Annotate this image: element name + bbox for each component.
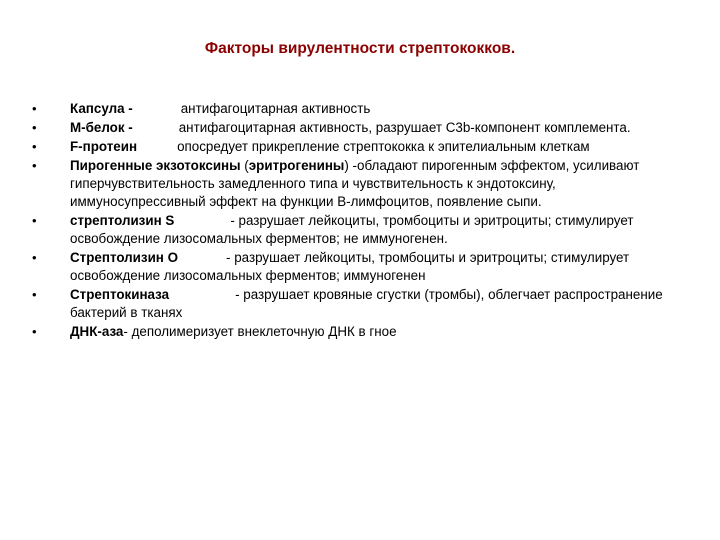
- bullet-icon: •: [32, 139, 37, 154]
- factor-description: - разрушает кровяные сгустки (тромбы), облегчает распространение бактерий в тканях: [70, 287, 663, 320]
- factor-description: ) -обладают пирогенным эффектом, усиливают гиперчувствительность замедленного типа и чувствительность к эндотоксину, иммуносупрессивный эффект на функции В-лимфоцитов, появление сыпи.: [70, 158, 640, 209]
- factor-term: Стрептокиназа: [70, 287, 170, 302]
- factor-description: опосредует прикрепление стрептококка к эпителиальным клеткам: [177, 139, 590, 154]
- bullet-icon: •: [32, 213, 37, 228]
- factor-term: ДНК-аза: [70, 324, 124, 339]
- list-item-dnase: [32, 323, 692, 341]
- list-item-m-protein: [32, 119, 692, 137]
- factor-description: - деполимеризует внеклеточную ДНК в гное: [123, 324, 397, 339]
- bullet-icon: •: [32, 120, 37, 135]
- list-item-pyrogenic-exotoxins: [32, 157, 692, 211]
- factor-description: антифагоцитарная активность: [180, 101, 371, 116]
- factor-description: - разрушает лейкоциты, тромбоциты и эритроциты; стимулирует освобождение лизосомальных ферментов; не иммуногенен.: [70, 213, 634, 246]
- list-item-capsule: [32, 100, 692, 118]
- factor-description-prefix: (: [240, 158, 249, 173]
- bullet-icon: •: [32, 324, 37, 339]
- list-item-streptolysin-s: [32, 212, 692, 248]
- factor-description: антифагоцитарная активность, разрушает С3b-компонент комплемента.: [178, 120, 631, 135]
- factor-term: F-протеин: [70, 139, 138, 154]
- list-item-streptokinase: [32, 286, 692, 322]
- factor-term: М-белок -: [70, 120, 133, 135]
- bullet-icon: •: [32, 101, 37, 116]
- list-item-f-protein: [32, 138, 692, 156]
- factor-term: Пирогенные экзотоксины: [70, 158, 241, 173]
- bullet-icon: •: [32, 250, 37, 265]
- factor-term: стрептолизин S: [70, 213, 175, 228]
- factor-description: - разрушает лейкоциты, тромбоциты и эритроциты; стимулирует освобождение лизосомальных ферментов; иммуногенен: [70, 250, 630, 283]
- factor-term: Стрептолизин О: [70, 250, 179, 265]
- factor-term: Капсула -: [70, 101, 133, 116]
- factor-term-secondary: эритрогенины: [248, 158, 345, 173]
- slide-title: Факторы вирулентности стрептококков.: [204, 40, 516, 57]
- virulence-factors-list: [32, 100, 692, 342]
- list-item-streptolysin-o: [32, 249, 692, 285]
- bullet-icon: •: [32, 158, 37, 173]
- bullet-icon: •: [32, 287, 37, 302]
